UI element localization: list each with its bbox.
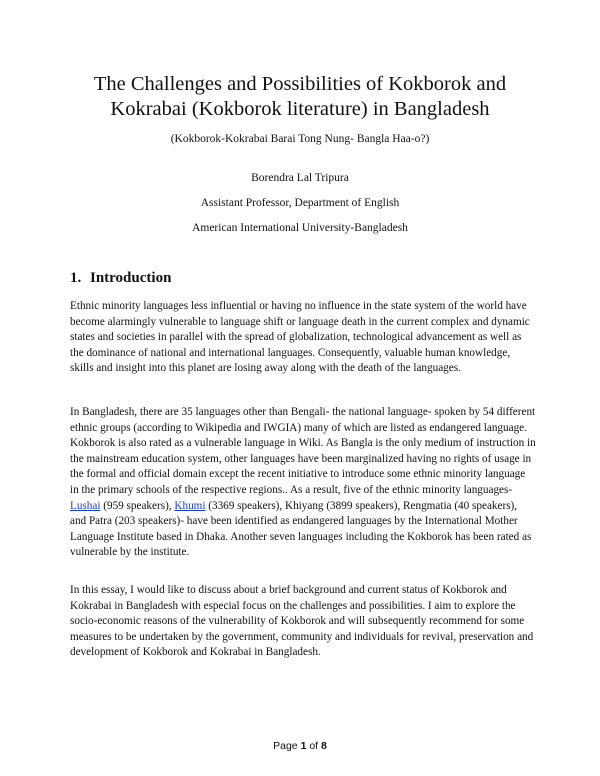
paragraph-1-text: Ethnic minority languages less influential or having no influence in the state system of the world have become alarmingly vulnerable to language shift or language death in the current complex and dynamic states and societies in parallel with the spread of globalization, technological advancement as well as the dominance of national and international languages. Consequently, valuable human knowledge, skills and insight into this planet are losing away along with the death of the languages. <box>70 300 530 375</box>
section-number: 1. <box>70 270 82 286</box>
section-title: Introduction <box>90 270 172 286</box>
paragraph-2-text-a: In Bangladesh, there are 35 languages other than Bengali- the national language- spoken by 54 different ethnic groups (according to Wikipedia and IWGIA) many of which are listed as endangered language. Kokborok is also rated as a vulnerable language in Wiki. As Bangla is the only medium of instruction in the mainstream education system, other languages have been marginalized having no rights of usage in the formal and official domain except the recent initiative to introduce some ethnic minority language in the primary schools of the respective regions.. As a result, five of the ethnic minority languages- <box>70 406 536 496</box>
subtitle: (Kokborok-Kokrabai Barai Tong Nung- Bangla Haa-o?) <box>170 133 430 145</box>
total-pages: 8 <box>321 740 327 752</box>
document-title <box>60 72 540 122</box>
link-lushai[interactable]: Lushai <box>70 499 101 512</box>
paragraph-1 <box>70 299 536 377</box>
author-name: Borendra Lal Tripura <box>251 172 349 184</box>
current-page-number: 1 <box>300 740 307 752</box>
of-word: of <box>309 740 319 752</box>
page-footer <box>0 740 600 752</box>
page-word: Page <box>273 740 298 752</box>
paragraph-2-text-c: (3369 speakers), Khiyang (3899 speakers), Rengmatia (40 speakers), and Patra (203 speakers)- have been identified as endangered languages by the International Mother Language Institute based in Dhaka. Another seven languages including the Kokborok has been rated as vulnerable by the institute. <box>70 499 532 559</box>
section-heading <box>70 270 171 287</box>
paragraph-2 <box>70 405 536 561</box>
paragraph-3 <box>70 583 536 661</box>
title-line-1: The Challenges and Possibilities of Kokborok and <box>93 73 507 95</box>
author-position: Assistant Professor, Department of English <box>200 197 400 209</box>
link-khumi[interactable]: Khumi <box>174 499 206 512</box>
paragraph-3-text: In this essay, I would like to discuss about a brief background and current status of Kokborok and Kokrabai in Bangladesh with especial focus on the challenges and possibilities. I aim to explore the socio-economic reasons of the vulnerability of Kokborok and will subsequently recommend for some measures to be undertaken by the government, community and individuals for revival, preservation and development of Kokborok and Kokrabai in Bangladesh. <box>70 584 534 659</box>
author-institution: American International University-Bangladesh <box>192 222 408 234</box>
title-line-2: Kokrabai (Kokborok literature) in Bangladesh <box>110 98 490 120</box>
paragraph-2-text-b: (959 speakers), <box>100 499 175 512</box>
